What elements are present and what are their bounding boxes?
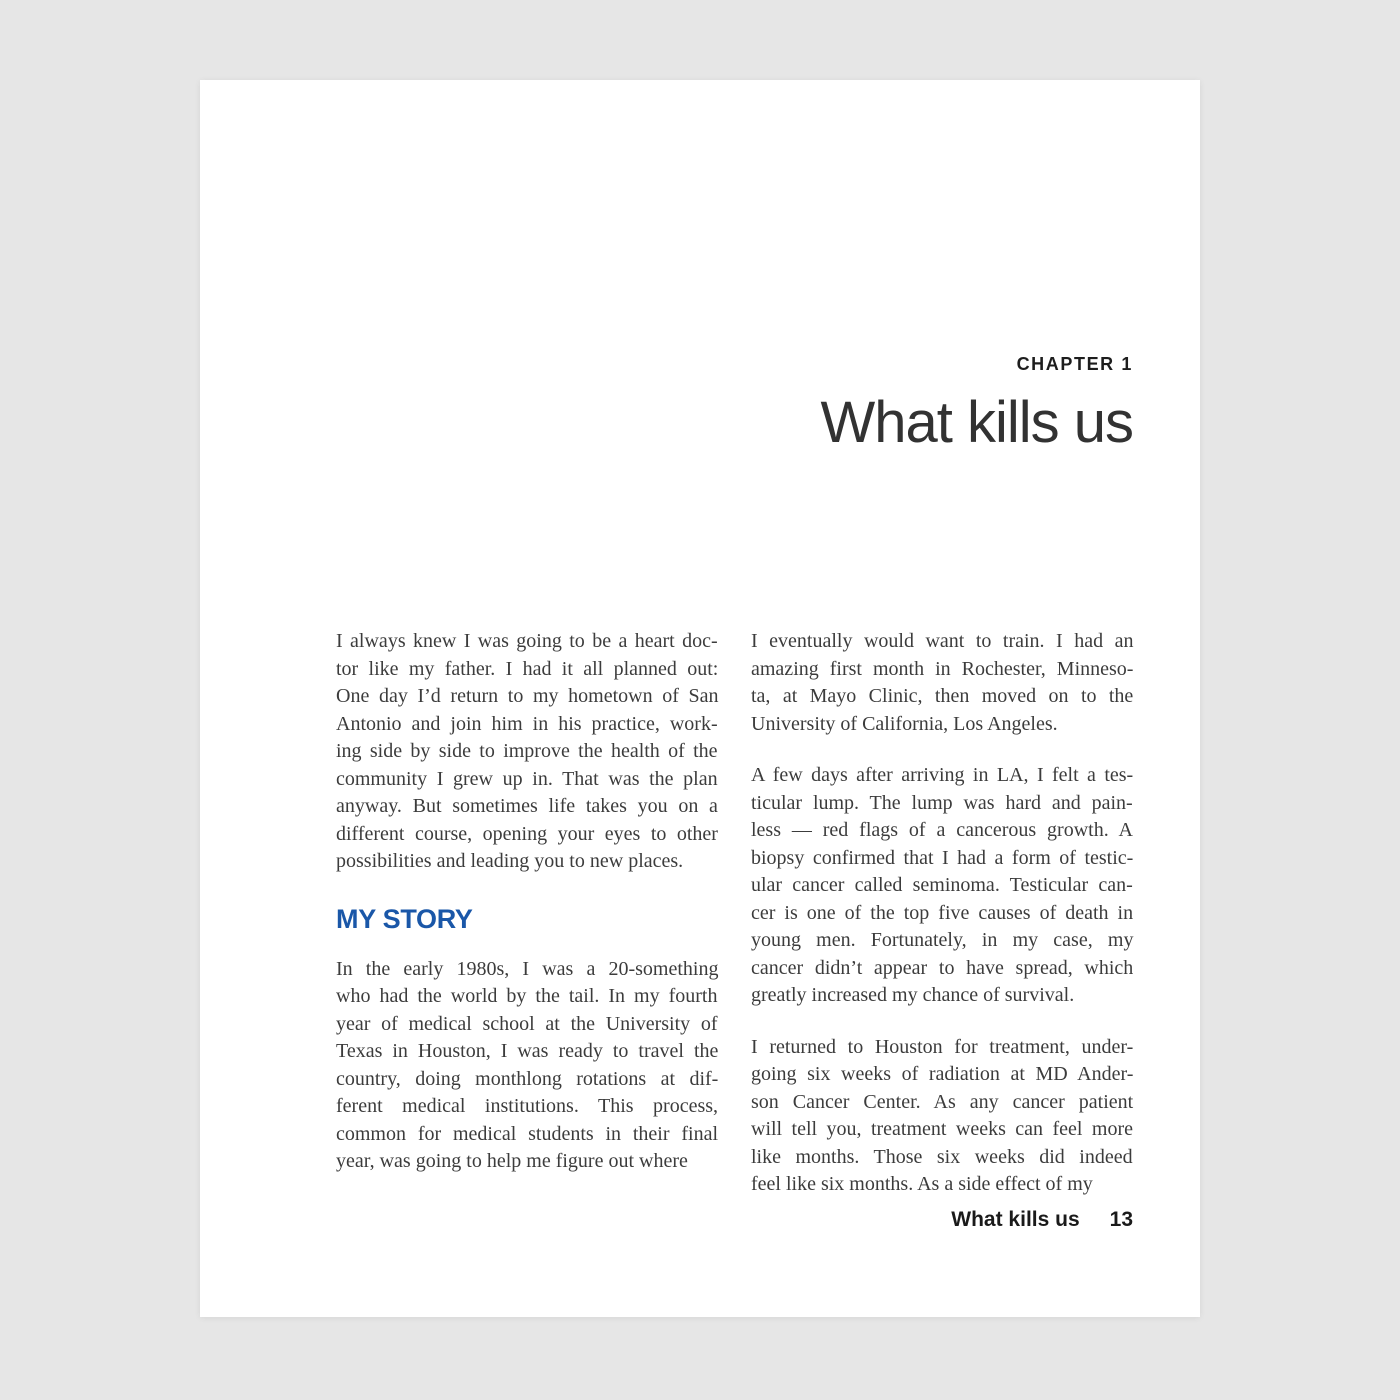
text-line: who had the world by the tail. In my fourth [336,985,718,1007]
text-line: Texas in Houston, I was ready to travel the [336,1040,719,1062]
text-line: feel like six months. As a side effect of my [751,1173,1093,1195]
text-line: cer is one of the top five causes of death in [751,901,1134,924]
text-line: ticular lump. The lump was hard and pain- [751,791,1133,814]
text-line: different course, opening your eyes to other [336,822,718,845]
text-line: Antonio and join him in his practice, work- [336,712,718,735]
text-line: country, doing monthlong rotations at dif- [336,1067,719,1090]
text-line: tor like my father. I had it all planned out: [336,657,719,680]
text-line: I always knew I was going to be a heart doc- [336,630,718,652]
paragraph [751,628,1133,738]
text-line: One day I’d return to my hometown of San [336,685,719,707]
text-line: young men. Fortunately, in my case, my [751,929,1134,951]
text-line: possibilities and leading you to new places. [336,850,684,872]
text-line: biopsy confirmed that I had a form of testic- [751,846,1134,869]
text-line: like months. Those six weeks did indeed [751,1145,1133,1168]
text-line: I eventually would want to train. I had an [751,630,1134,652]
section-heading: MY STORY [336,903,473,934]
text-line: amazing first month in Rochester, Minneso- [751,657,1134,680]
text-line: ferent medical institutions. This process, [336,1095,719,1117]
paragraph [751,1034,1133,1199]
text-line: I returned to Houston for treatment, under- [751,1035,1134,1058]
text-line: common for medical students in their final [336,1122,719,1145]
paragraph [336,628,718,876]
chapter-title: What kills us [820,390,1133,455]
page-footer [951,1208,1133,1232]
text-line: year, was going to help me figure out where [336,1150,688,1172]
chapter-header [336,354,1133,455]
text-line: son Cancer Center. As any cancer patient [751,1090,1134,1113]
text-line: cancer didn’t appear to have spread, which [751,956,1134,979]
text-line: ular cancer called seminoma. Testicular can- [751,874,1133,896]
text-line: ing side by side to improve the health of the [336,740,718,762]
book-page [200,80,1200,1317]
text-line: A few days after arriving in LA, I felt a tes- [751,764,1134,786]
text-line: community I grew up in. That was the plan [336,767,718,790]
text-line: ta, at Mayo Clinic, then moved on to the [751,685,1134,707]
footer-running-title: What kills us [951,1208,1080,1231]
text-line: anyway. But sometimes life takes you on a [336,795,718,817]
chapter-label: CHAPTER 1 [1016,354,1133,374]
text-line: year of medical school at the University of [336,1012,718,1035]
text-line: less — red flags of a cancerous growth. A [751,819,1133,841]
text-line: University of California, Los Angeles. [751,712,1058,735]
text-line: will tell you, treatment weeks can feel more [751,1118,1133,1140]
body-columns [336,628,1133,1223]
text-line: greatly increased my chance of survival. [751,984,1075,1006]
right-column [751,628,1133,1223]
text-line: going six weeks of radiation at MD Ander- [751,1063,1134,1085]
text-line: In the early 1980s, I was a 20-something [336,957,719,980]
paragraph [336,956,718,1176]
paragraph [751,762,1133,1010]
footer-page-number: 13 [1109,1208,1133,1231]
left-column [336,628,718,1223]
